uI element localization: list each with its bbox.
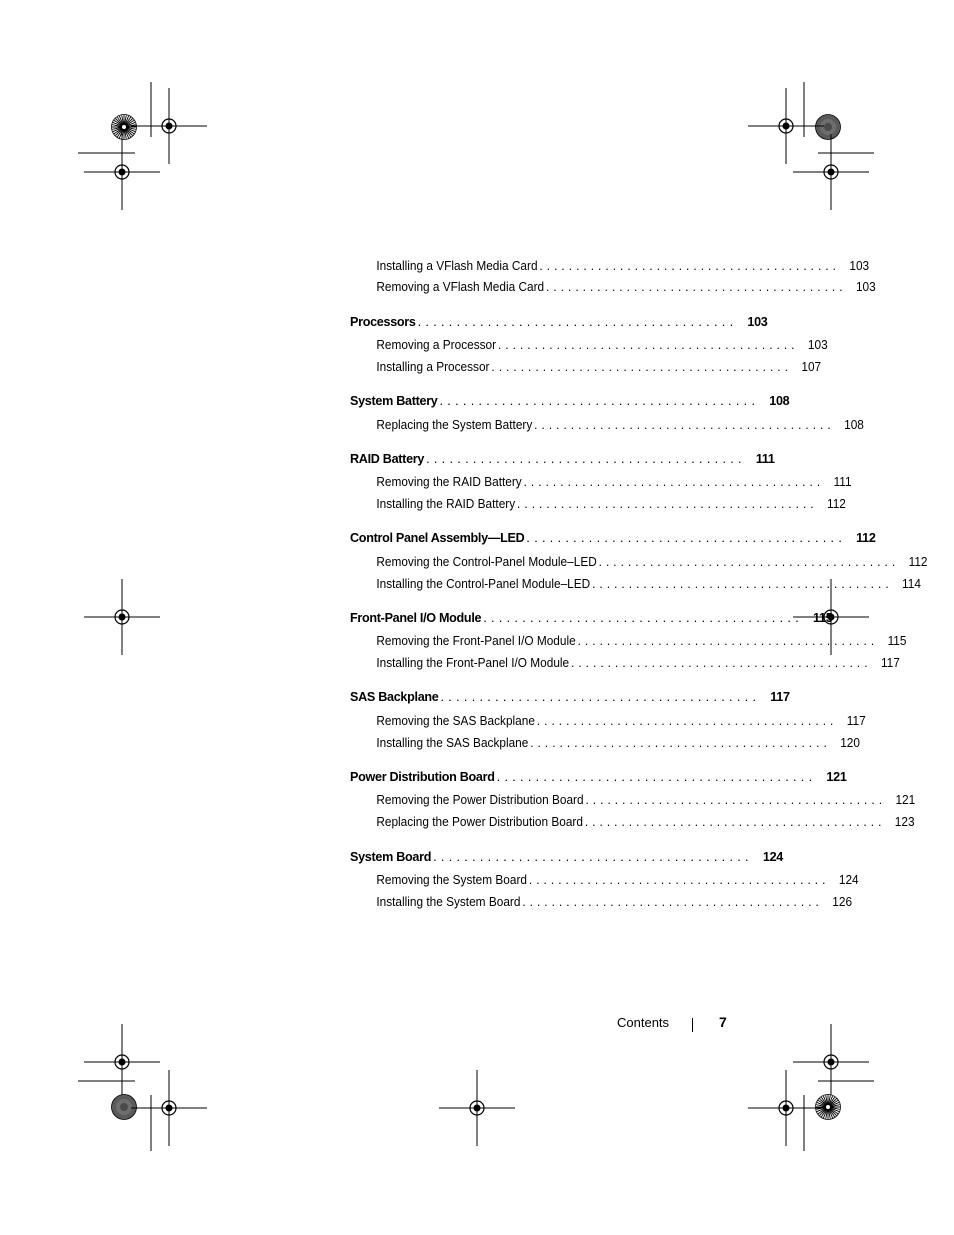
toc-entry-page: 103 [807,338,828,352]
toc-section-page: 111 [755,452,775,466]
leader-dots: ......................................... [592,577,893,591]
toc-entry-page: 126 [832,895,853,909]
toc-entry[interactable] [350,793,916,813]
toc-entry-page: 108 [844,418,864,432]
toc-section-title: Front-Panel I/O Module [350,611,482,625]
leader-dots: ......................................... [440,690,761,704]
toc-entry[interactable] [350,714,866,734]
toc-section-title: System Board [350,850,432,864]
toc-section-page: 103 [747,315,768,329]
toc-entry[interactable] [350,259,870,279]
toc-entry-page: 107 [801,360,822,374]
leader-dots: ......................................... [539,259,840,273]
leader-dots: ......................................... [545,280,847,294]
toc-section[interactable] [350,394,790,414]
toc-section-title: Processors [350,315,416,329]
toc-section-page: 121 [826,770,847,784]
toc-section-title: RAID Battery [350,452,425,466]
toc-entry[interactable] [350,634,907,654]
toc-entry-title: Removing the Power Distribution Board [376,793,584,807]
toc-entry-title: Installing the SAS Backplane [376,736,529,750]
toc-section[interactable] [350,531,876,551]
leader-dots: ......................................... [417,315,738,329]
leader-dots: ......................................... [439,394,760,408]
leader-dots: ......................................... [577,634,879,648]
toc-section[interactable] [350,690,790,710]
toc-section[interactable] [350,850,783,870]
toc-entry-page: 114 [902,577,921,591]
toc-entry-title: Removing the System Board [376,873,527,887]
toc-entry-title: Removing a Processor [376,338,497,352]
leader-dots: ......................................... [526,531,847,545]
leader-dots: ......................................... [536,714,838,728]
leader-dots: ......................................... [426,452,746,466]
toc-section-title: System Battery [350,394,438,408]
toc-entry-page: 112 [827,497,846,511]
toc-section-page: 108 [769,394,790,408]
leader-dots: ......................................... [598,555,900,569]
toc-section-page: 112 [856,531,876,545]
toc-entry[interactable] [350,815,915,835]
toc-entry-title: Replacing the System Battery [376,418,533,432]
toc-entry[interactable] [350,418,864,438]
toc-entry[interactable] [350,656,900,676]
toc-entry-title: Installing the Control-Panel Module–LED [376,577,591,591]
toc-entry-page: 120 [840,736,860,750]
toc-section[interactable] [350,452,775,472]
footer-section-label: Contents [617,1015,670,1030]
toc-entry-title: Installing a Processor [376,360,490,374]
toc-entry[interactable] [350,577,921,597]
leader-dots: ......................................... [483,611,803,625]
toc-entry-page: 103 [849,259,870,273]
toc-entry[interactable] [350,873,859,893]
toc-entry-page: 117 [846,714,866,728]
leader-dots: ......................................... [517,497,818,511]
toc-entry-page: 103 [855,280,876,294]
toc-section-title: Power Distribution Board [350,770,495,784]
leader-dots: ......................................... [584,815,886,829]
leader-dots: ......................................... [585,793,887,807]
leader-dots: ......................................... [522,895,823,909]
toc-entry-title: Removing a VFlash Media Card [376,280,545,294]
toc-section[interactable] [350,770,847,790]
toc-section-page: 115 [813,611,833,625]
toc-entry[interactable] [350,280,876,300]
toc-entry[interactable] [350,555,928,575]
toc-entry-title: Removing the SAS Backplane [376,714,535,728]
toc-section-title: Control Panel Assembly—LED [350,531,525,545]
toc-entry-page: 117 [880,656,900,670]
toc-entry-title: Removing the RAID Battery [376,475,522,489]
toc-entry-page: 112 [908,555,928,569]
toc-section-title: SAS Backplane [350,690,439,704]
toc-entry-title: Installing the System Board [376,895,521,909]
leader-dots: ......................................... [528,873,830,887]
toc-entry-title: Installing the RAID Battery [376,497,516,511]
toc-entry[interactable] [350,497,846,517]
leader-dots: ......................................... [491,360,792,374]
toc-entry-page: 115 [887,634,907,648]
toc-entry[interactable] [350,360,822,380]
leader-dots: ......................................... [497,338,799,352]
toc-entry[interactable] [350,338,828,358]
toc-entry-title: Installing the Front-Panel I/O Module [376,656,570,670]
page-number: 7 [719,1014,727,1030]
leader-dots: ......................................... [530,736,831,750]
toc-entry-page: 123 [894,815,915,829]
toc-entry-page: 111 [833,475,852,489]
toc-section[interactable] [350,611,833,631]
toc-section-page: 117 [770,690,790,704]
leader-dots: ......................................... [496,770,817,784]
toc-section-page: 124 [762,850,783,864]
toc-entry-title: Installing a VFlash Media Card [376,259,538,273]
toc-entry-title: Replacing the Power Distribution Board [376,815,583,829]
toc-entry-title: Removing the Control-Panel Module–LED [376,555,597,569]
leader-dots: ......................................... [433,850,753,864]
footer-divider [692,1018,693,1032]
toc-entry-page: 121 [895,793,916,807]
leader-dots: ......................................... [523,475,825,489]
toc-entry-page: 124 [838,873,859,887]
toc-entry[interactable] [350,736,860,756]
toc-section[interactable] [350,315,768,335]
toc-entry-title: Removing the Front-Panel I/O Module [376,634,576,648]
toc-entry[interactable] [350,475,852,495]
leader-dots: ......................................... [534,418,835,432]
leader-dots: ......................................... [571,656,872,670]
toc-entry[interactable] [350,895,853,915]
